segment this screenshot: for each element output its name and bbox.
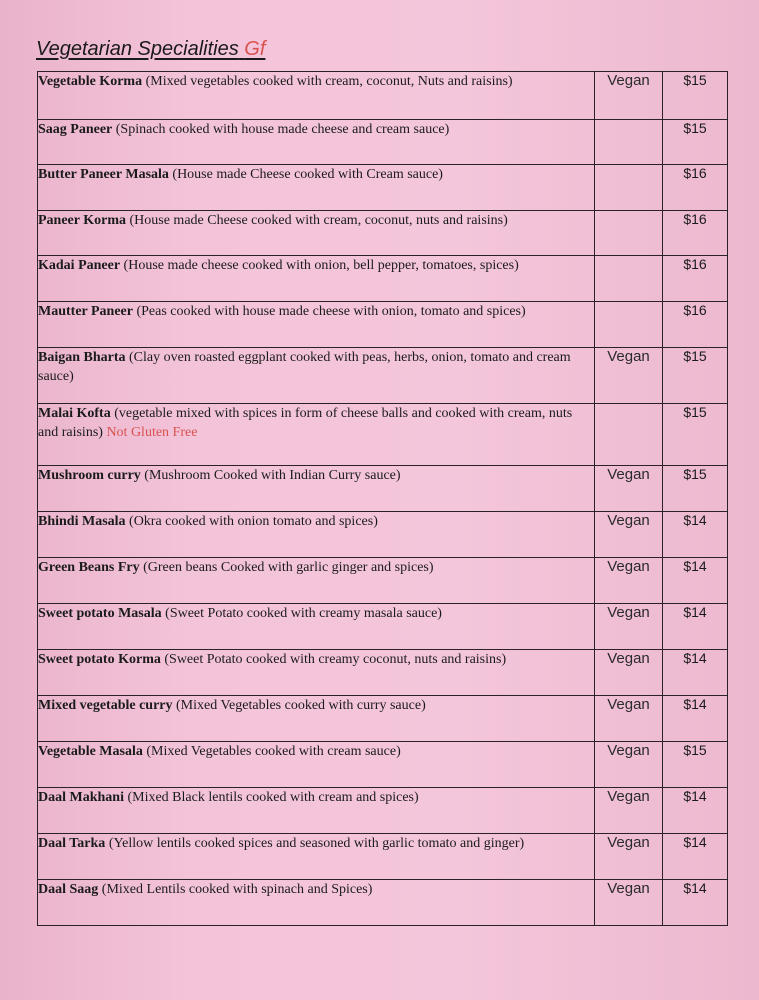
dish-description: (Spinach cooked with house made cheese and cream sauce) (115, 122, 450, 137)
dish-description: (Mixed Lentils cooked with spinach and Spices) (101, 882, 373, 897)
vegan-label (595, 256, 663, 302)
vegan-label: Vegan (595, 466, 663, 512)
vegan-label: Vegan (595, 742, 663, 788)
dish-description: (Sweet Potato cooked with creamy masala sauce) (165, 606, 442, 621)
vegan-label (595, 404, 663, 466)
dish-description: (House made cheese cooked with onion, bell pepper, tomatoes, spices) (123, 258, 519, 273)
vegan-label: Vegan (595, 788, 663, 834)
dish-price: $16 (663, 256, 728, 302)
dish-description: (Clay oven roasted eggplant cooked with peas, herbs, onion, tomato and cream sauce) (38, 350, 571, 384)
dish-name: Paneer Korma (38, 213, 126, 228)
dish-price: $14 (663, 880, 728, 926)
dish-description: (Yellow lentils cooked spices and seasoned with garlic tomato and ginger) (108, 836, 525, 851)
vegan-label: Vegan (595, 348, 663, 404)
gluten-free-tag: Gf (244, 38, 266, 60)
dish-cell (38, 404, 595, 466)
dish-name: Bhindi Masala (38, 514, 126, 529)
dish-price: $16 (663, 302, 728, 348)
dish-name: Baigan Bharta (38, 350, 126, 365)
menu-row (38, 650, 728, 696)
dish-cell (38, 120, 595, 165)
dish-note: Not Gluten Free (106, 425, 198, 440)
dish-cell (38, 512, 595, 558)
menu-row (38, 404, 728, 466)
dish-description: (Green beans Cooked with garlic ginger and spices) (143, 560, 434, 575)
dish-price: $15 (663, 404, 728, 466)
dish-description: (House made Cheese cooked with Cream sauce) (172, 167, 443, 182)
dish-name: Mixed vegetable curry (38, 698, 173, 713)
menu-row (38, 558, 728, 604)
menu-row (38, 165, 728, 211)
dish-name: Mushroom curry (38, 468, 141, 483)
dish-description: (Mixed Vegetables cooked with cream sauce) (146, 744, 401, 759)
section-title (36, 38, 265, 61)
dish-cell (38, 256, 595, 302)
dish-cell (38, 348, 595, 404)
vegan-label: Vegan (595, 512, 663, 558)
vegan-label: Vegan (595, 696, 663, 742)
dish-description: (Peas cooked with house made cheese with onion, tomato and spices) (136, 304, 526, 319)
dish-description: (Okra cooked with onion tomato and spices) (129, 514, 378, 529)
vegan-label: Vegan (595, 604, 663, 650)
dish-description: (House made Cheese cooked with cream, coconut, nuts and raisins) (129, 213, 508, 228)
vegan-label (595, 211, 663, 256)
dish-price: $14 (663, 604, 728, 650)
dish-price: $15 (663, 72, 728, 120)
dish-name: Sweet potato Korma (38, 652, 161, 667)
menu-row (38, 348, 728, 404)
dish-cell (38, 696, 595, 742)
dish-name: Vegetable Masala (38, 744, 143, 759)
dish-price: $16 (663, 211, 728, 256)
dish-cell (38, 604, 595, 650)
dish-cell (38, 558, 595, 604)
dish-cell (38, 165, 595, 211)
dish-description: (Sweet Potato cooked with creamy coconut, nuts and raisins) (164, 652, 507, 667)
menu-row (38, 788, 728, 834)
dish-name: Daal Saag (38, 882, 99, 897)
vegan-label: Vegan (595, 650, 663, 696)
menu-row (38, 302, 728, 348)
menu-row (38, 880, 728, 926)
menu-table (37, 71, 728, 926)
vegan-label (595, 302, 663, 348)
dish-cell (38, 211, 595, 256)
menu-row (38, 696, 728, 742)
dish-description: (Mixed Vegetables cooked with curry sauce) (176, 698, 426, 713)
dish-name: Saag Paneer (38, 122, 113, 137)
dish-price: $15 (663, 466, 728, 512)
menu-row (38, 834, 728, 880)
dish-cell (38, 650, 595, 696)
dish-price: $14 (663, 696, 728, 742)
dish-cell (38, 302, 595, 348)
dish-description: (Mixed Black lentils cooked with cream and spices) (127, 790, 419, 805)
vegan-label (595, 120, 663, 165)
dish-cell (38, 466, 595, 512)
menu-row (38, 120, 728, 165)
menu-row (38, 742, 728, 788)
dish-price: $15 (663, 348, 728, 404)
vegan-label: Vegan (595, 72, 663, 120)
dish-cell (38, 880, 595, 926)
dish-price: $16 (663, 165, 728, 211)
dish-cell (38, 788, 595, 834)
menu-row (38, 211, 728, 256)
dish-name: Sweet potato Masala (38, 606, 162, 621)
dish-price: $14 (663, 650, 728, 696)
dish-name: Daal Makhani (38, 790, 124, 805)
dish-description: (vegetable mixed with spices in form of cheese balls and cooked with cream, nuts and raisins) (38, 406, 573, 440)
menu-row (38, 72, 728, 120)
dish-name: Daal Tarka (38, 836, 106, 851)
dish-price: $14 (663, 558, 728, 604)
vegan-label: Vegan (595, 558, 663, 604)
menu-table-body (38, 72, 728, 926)
dish-description: (Mushroom Cooked with Indian Curry sauce) (144, 468, 401, 483)
dish-cell (38, 72, 595, 120)
dish-name: Kadai Paneer (38, 258, 121, 273)
menu-row (38, 256, 728, 302)
dish-name: Vegetable Korma (38, 74, 143, 89)
dish-description: (Mixed vegetables cooked with cream, coconut, Nuts and raisins) (145, 74, 513, 89)
dish-price: $14 (663, 512, 728, 558)
dish-price: $14 (663, 834, 728, 880)
dish-name: Green Beans Fry (38, 560, 140, 575)
section-title-text: Vegetarian Specialities (36, 38, 239, 60)
dish-cell (38, 742, 595, 788)
menu-row (38, 604, 728, 650)
menu-row (38, 512, 728, 558)
vegan-label (595, 165, 663, 211)
dish-price: $15 (663, 120, 728, 165)
menu-row (38, 466, 728, 512)
dish-price: $15 (663, 742, 728, 788)
dish-name: Mautter Paneer (38, 304, 133, 319)
dish-name: Malai Kofta (38, 406, 111, 421)
vegan-label: Vegan (595, 834, 663, 880)
vegan-label: Vegan (595, 880, 663, 926)
dish-price: $14 (663, 788, 728, 834)
dish-name: Butter Paneer Masala (38, 167, 169, 182)
dish-cell (38, 834, 595, 880)
